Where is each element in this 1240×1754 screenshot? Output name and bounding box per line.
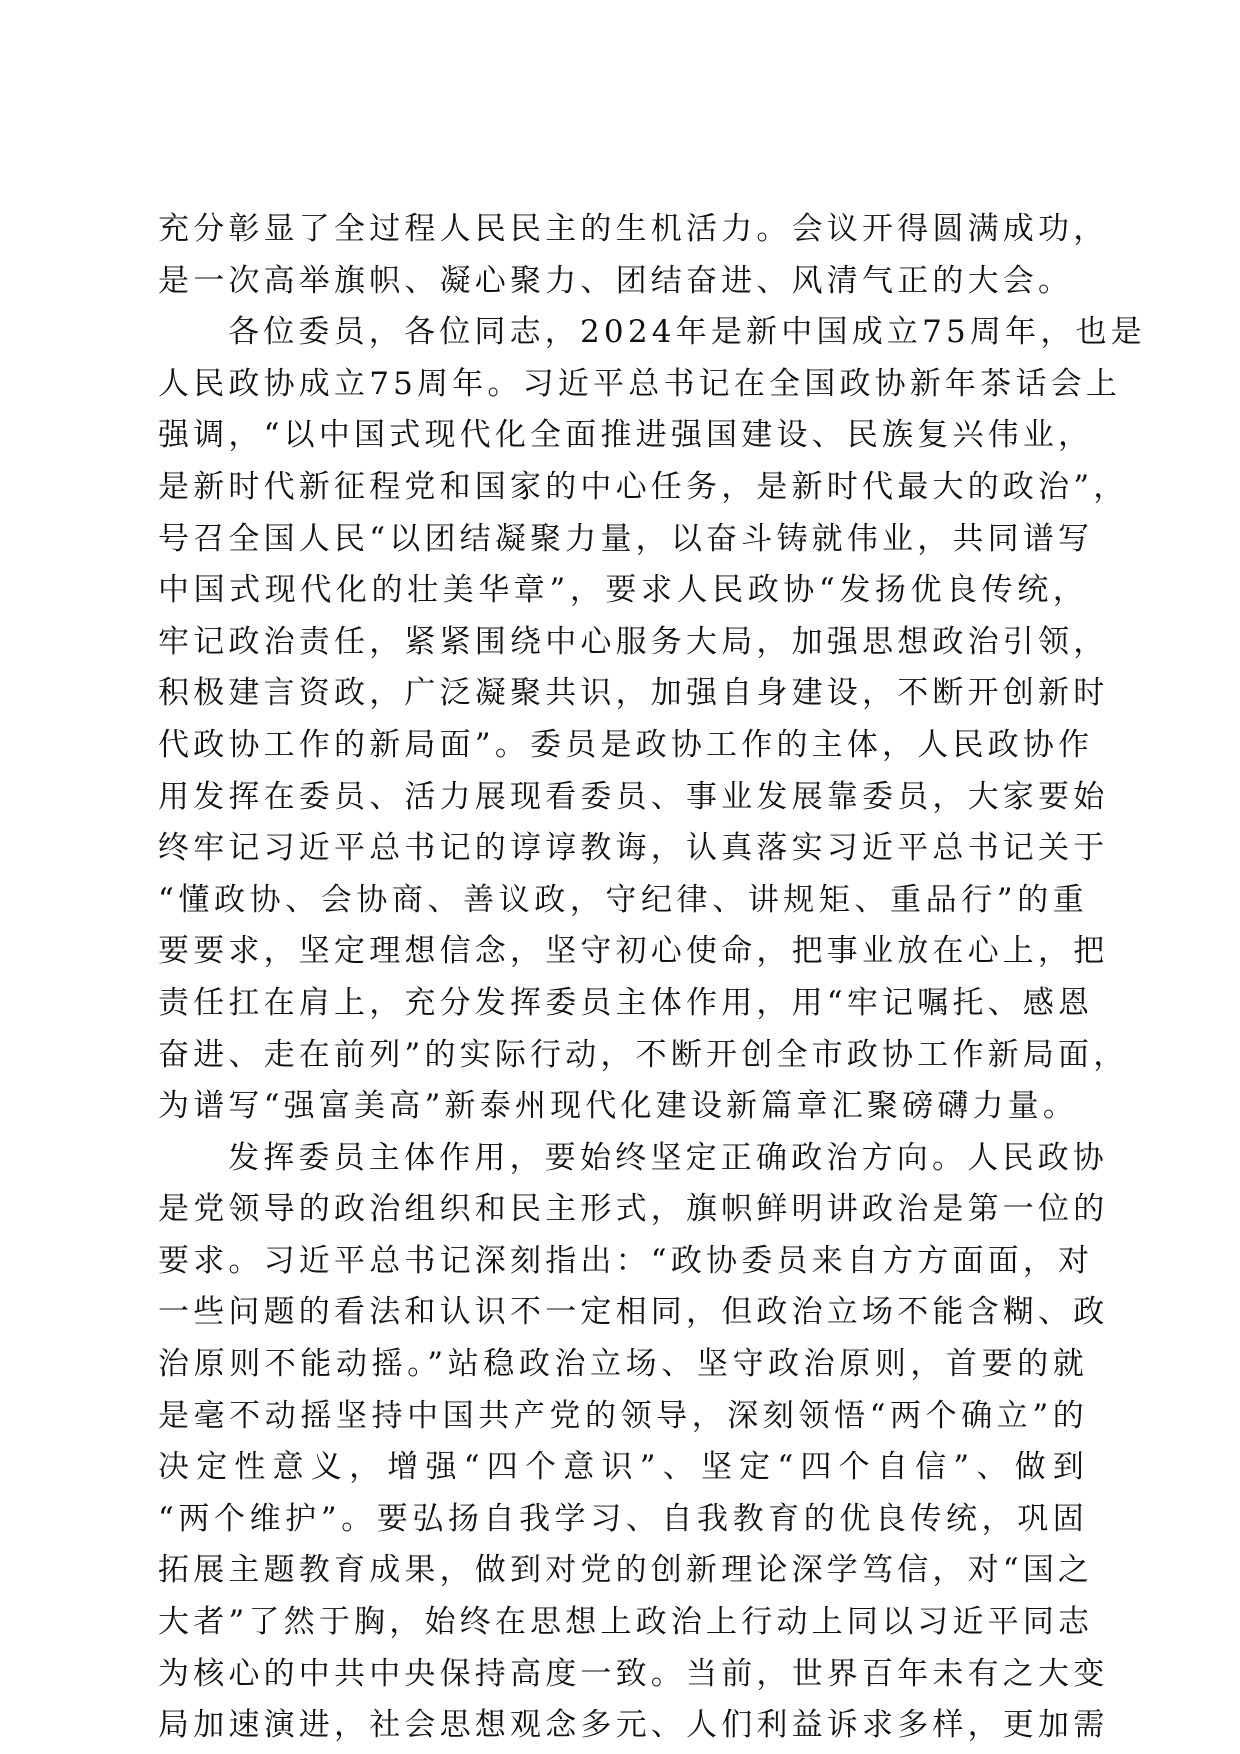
text-line: 责任扛在肩上，充分发挥委员主体作用，用“牢记嘱托、感恩: [158, 984, 1094, 1021]
text-line: 终牢记习近平总书记的谆谆教诲，认真落实习近平总书记关于: [158, 830, 1109, 867]
paragraph: [158, 307, 1146, 1133]
text-line: 拓展主题教育成果，做到对党的创新理论深学笃信，对“国之: [158, 1552, 1094, 1589]
text-line: 人民政协成立75周年。习近平总书记在全国政协新年茶话会上: [158, 365, 1122, 402]
body-text: [158, 204, 1146, 1752]
text-line: 大者”了然于胸，始终在思想上政治上行动上同以习近平同志: [158, 1604, 1094, 1641]
text-line: 强调，“以中国式现代化全面推进强国建设、民族复兴伟业，: [158, 417, 1094, 454]
text-line: 代政协工作的新局面”。委员是政协工作的主体，人民政协作: [158, 726, 1094, 763]
text-line: 一些问题的看法和认识不一定相同，但政治立场不能含糊、政: [158, 1294, 1109, 1331]
text-line: 号召全国人民“以团结凝聚力量，以奋斗铸就伟业，共同谱写: [158, 520, 1094, 557]
paragraph: [158, 1133, 1109, 1752]
text-line: 牢记政治责任，紧紧围绕中心服务大局，加强思想政治引领，: [158, 623, 1109, 660]
text-line: 中国式现代化的壮美华章”，要求人民政协“发扬优良传统，: [158, 572, 1088, 609]
text-line: 决定性意义，增强“四个意识”、坚定“四个自信”、做到: [158, 1449, 1088, 1486]
text-line: “两个维护”。要弘扬自我学习、自我教育的优良传统，巩固: [158, 1500, 1088, 1537]
text-line: 发挥委员主体作用，要始终坚定正确政治方向。人民政协: [228, 1139, 1108, 1176]
text-line: 要要求，坚定理想信念，坚守初心使命，把事业放在心上，把: [158, 933, 1109, 970]
text-line: 要求。习近平总书记深刻指出：“政协委员来自方方面面，对: [158, 1242, 1094, 1279]
text-line: 是毫不动摇坚持中国共产党的领导，深刻领悟“两个确立”的: [158, 1397, 1088, 1434]
text-line: 积极建言资政，广泛凝聚共识，加强自身建设，不断开创新时: [158, 675, 1109, 712]
text-line: 是党领导的政治组织和民主形式，旗帜鲜明讲政治是第一位的: [158, 1191, 1109, 1228]
text-line: “懂政协、会协商、善议政，守纪律、讲规矩、重品行”的重: [158, 881, 1088, 918]
text-line: 各位委员，各位同志，2024年是新中国成立75周年，也是: [228, 314, 1146, 351]
text-line: 为谱写“强富美高”新泰州现代化建设新篇章汇聚磅礴力量。: [158, 1088, 1079, 1125]
text-line: 是一次高举旗帜、凝心聚力、团结奋进、风清气正的大会。: [158, 262, 1074, 299]
text-line: 奋进、走在前列”的实际行动，不断开创全市政协工作新局面，: [158, 1036, 1129, 1073]
text-line: 是新时代新征程党和国家的中心任务，是新时代最大的政治”，: [158, 468, 1129, 505]
text-line: 为核心的中共中央保持高度一致。当前，世界百年未有之大变: [158, 1655, 1109, 1692]
text-line: 充分彰显了全过程人民民主的生机活力。会议开得圆满成功，: [158, 211, 1109, 247]
text-line: 治原则不能动摇。”站稳政治立场、坚守政治原则，首要的就: [158, 1346, 1088, 1383]
text-line: 用发挥在委员、活力展现看委员、事业发展靠委员，大家要始: [158, 778, 1109, 815]
text-line: 局加速演进，社会思想观念多元、人们利益诉求多样，更加需: [158, 1707, 1109, 1744]
paragraph: [158, 204, 1109, 307]
